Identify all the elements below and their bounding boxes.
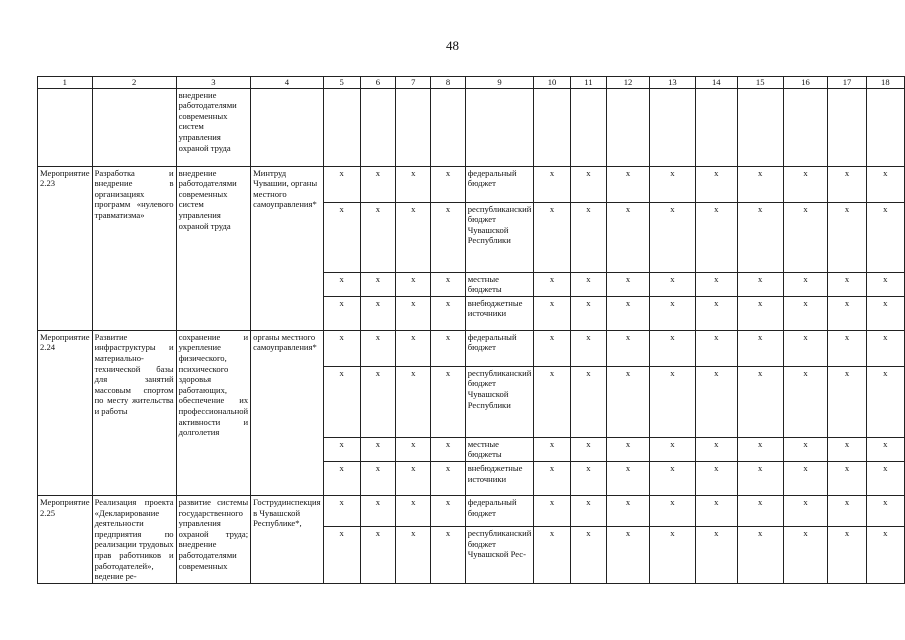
column-number-7: 7 — [396, 77, 431, 89]
mark-cell: x — [607, 526, 650, 583]
empty-cell — [866, 88, 904, 166]
empty-cell — [396, 88, 431, 166]
mark-cell: x — [866, 461, 904, 495]
column-number-17: 17 — [828, 77, 866, 89]
mark-cell: x — [650, 272, 696, 296]
mark-cell: x — [396, 202, 431, 272]
mark-cell: x — [607, 461, 650, 495]
mark-cell: x — [431, 495, 465, 526]
mark-cell: x — [737, 461, 783, 495]
mark-cell: x — [607, 272, 650, 296]
mark-cell: x — [650, 526, 696, 583]
mark-cell: x — [783, 296, 828, 330]
mark-cell: x — [534, 296, 570, 330]
mark-cell: x — [737, 437, 783, 461]
mark-cell: x — [866, 166, 904, 202]
mark-cell: x — [695, 461, 737, 495]
mark-cell: x — [737, 366, 783, 437]
column-number-9: 9 — [465, 77, 534, 89]
mark-cell: x — [534, 330, 570, 366]
measure-name: Разработка и внедрение в организациях программ «нулевого травматизма» — [92, 166, 176, 330]
column-number-5: 5 — [323, 77, 360, 89]
mark-cell: x — [737, 272, 783, 296]
empty-cell — [431, 88, 465, 166]
mark-cell: x — [431, 526, 465, 583]
mark-cell: x — [323, 526, 360, 583]
mark-cell: x — [695, 366, 737, 437]
mark-cell: x — [783, 526, 828, 583]
mark-cell: x — [360, 296, 395, 330]
empty-cell — [737, 88, 783, 166]
mark-cell: x — [431, 296, 465, 330]
column-number-18: 18 — [866, 77, 904, 89]
mark-cell: x — [360, 461, 395, 495]
mark-cell: x — [431, 437, 465, 461]
mark-cell: x — [783, 495, 828, 526]
mark-cell: x — [650, 461, 696, 495]
mark-cell: x — [360, 437, 395, 461]
mark-cell: x — [570, 330, 606, 366]
mark-cell: x — [323, 202, 360, 272]
mark-cell: x — [396, 526, 431, 583]
mark-cell: x — [360, 202, 395, 272]
mark-cell: x — [866, 366, 904, 437]
funding-source: местные бюджеты — [465, 272, 534, 296]
mark-cell: x — [396, 495, 431, 526]
column-number-8: 8 — [431, 77, 465, 89]
mark-cell: x — [360, 366, 395, 437]
column-number-4: 4 — [251, 77, 323, 89]
mark-cell: x — [570, 166, 606, 202]
mark-cell: x — [360, 330, 395, 366]
mark-cell: x — [323, 296, 360, 330]
mark-cell: x — [828, 495, 866, 526]
mark-cell: x — [570, 461, 606, 495]
mark-cell: x — [737, 330, 783, 366]
mark-cell: x — [570, 272, 606, 296]
funding-source: федеральный бюджет — [465, 495, 534, 526]
measure-source-row — [38, 166, 905, 202]
mark-cell: x — [783, 272, 828, 296]
mark-cell: x — [396, 461, 431, 495]
mark-cell: x — [360, 495, 395, 526]
mark-cell: x — [650, 437, 696, 461]
mark-cell: x — [828, 202, 866, 272]
mark-cell: x — [431, 272, 465, 296]
funding-source: внебюджетные источники — [465, 296, 534, 330]
measure-purpose: развитие системы государственного управления охраной труда; внедрение работодателями современных — [176, 495, 251, 583]
measure-executor: Гострудинспекция в Чувашской Республике*, — [251, 495, 323, 583]
empty-cell — [465, 88, 534, 166]
mark-cell: x — [607, 330, 650, 366]
mark-cell: x — [396, 330, 431, 366]
mark-cell: x — [570, 526, 606, 583]
mark-cell: x — [866, 495, 904, 526]
mark-cell: x — [828, 526, 866, 583]
funding-source: республиканский бюджет Чувашской Рес- — [465, 526, 534, 583]
mark-cell: x — [737, 296, 783, 330]
column-number-6: 6 — [360, 77, 395, 89]
mark-cell: x — [396, 366, 431, 437]
column-number-row — [38, 77, 905, 89]
column-number-10: 10 — [534, 77, 570, 89]
mark-cell: x — [323, 437, 360, 461]
measure-purpose: внедрение работодателями современных систем управления охраной труда — [176, 166, 251, 330]
mark-cell: x — [650, 202, 696, 272]
mark-cell: x — [534, 366, 570, 437]
mark-cell: x — [695, 166, 737, 202]
mark-cell: x — [783, 437, 828, 461]
funding-source: внебюджетные источники — [465, 461, 534, 495]
measure-id: Мероприятие 2.23 — [38, 166, 93, 330]
measure-purpose: сохранение и укрепление физического, психического здоровья работающих, обеспечение их профессиональной активности и долголетия — [176, 330, 251, 495]
mark-cell: x — [360, 272, 395, 296]
mark-cell: x — [431, 166, 465, 202]
column-number-14: 14 — [695, 77, 737, 89]
mark-cell: x — [570, 366, 606, 437]
measure-name: Развитие инфраструктуры и материально-технической базы для занятий массовым спортом по месту жительства и работы — [92, 330, 176, 495]
empty-cell — [38, 88, 93, 166]
mark-cell: x — [828, 366, 866, 437]
empty-cell — [360, 88, 395, 166]
mark-cell: x — [695, 495, 737, 526]
measure-executor: органы местного самоуправления* — [251, 330, 323, 495]
empty-cell — [534, 88, 570, 166]
mark-cell: x — [783, 166, 828, 202]
mark-cell: x — [866, 437, 904, 461]
mark-cell: x — [431, 461, 465, 495]
column-number-3: 3 — [176, 77, 251, 89]
continuation-purpose: внедрение работодателями современных систем управления охраной труда — [176, 88, 251, 166]
mark-cell: x — [866, 202, 904, 272]
mark-cell: x — [396, 437, 431, 461]
mark-cell: x — [866, 526, 904, 583]
measure-id: Мероприятие 2.24 — [38, 330, 93, 495]
mark-cell: x — [431, 202, 465, 272]
mark-cell: x — [323, 166, 360, 202]
mark-cell: x — [607, 495, 650, 526]
mark-cell: x — [570, 202, 606, 272]
mark-cell: x — [695, 202, 737, 272]
empty-cell — [251, 88, 323, 166]
column-number-12: 12 — [607, 77, 650, 89]
empty-cell — [607, 88, 650, 166]
measure-source-row — [38, 495, 905, 526]
mark-cell: x — [323, 461, 360, 495]
mark-cell: x — [431, 330, 465, 366]
funding-source: федеральный бюджет — [465, 166, 534, 202]
mark-cell: x — [737, 202, 783, 272]
mark-cell: x — [534, 495, 570, 526]
mark-cell: x — [695, 272, 737, 296]
measure-id: Мероприятие 2.25 — [38, 495, 93, 583]
mark-cell: x — [534, 272, 570, 296]
mark-cell: x — [650, 166, 696, 202]
empty-cell — [650, 88, 696, 166]
funding-source: федеральный бюджет — [465, 330, 534, 366]
mark-cell: x — [396, 296, 431, 330]
mark-cell: x — [783, 366, 828, 437]
mark-cell: x — [828, 330, 866, 366]
empty-cell — [570, 88, 606, 166]
mark-cell: x — [695, 296, 737, 330]
funding-source: местные бюджеты — [465, 437, 534, 461]
mark-cell: x — [828, 296, 866, 330]
mark-cell: x — [534, 526, 570, 583]
measure-source-row — [38, 330, 905, 366]
mark-cell: x — [650, 495, 696, 526]
mark-cell: x — [650, 366, 696, 437]
mark-cell: x — [783, 330, 828, 366]
mark-cell: x — [695, 526, 737, 583]
program-table — [37, 76, 905, 584]
mark-cell: x — [650, 296, 696, 330]
mark-cell: x — [607, 366, 650, 437]
mark-cell: x — [607, 437, 650, 461]
column-number-15: 15 — [737, 77, 783, 89]
mark-cell: x — [828, 437, 866, 461]
mark-cell: x — [570, 296, 606, 330]
empty-cell — [323, 88, 360, 166]
mark-cell: x — [783, 202, 828, 272]
funding-source: республиканский бюджет Чувашской Республики — [465, 202, 534, 272]
mark-cell: x — [534, 202, 570, 272]
mark-cell: x — [570, 495, 606, 526]
measure-name: Реализация проекта «Декларирование деятельности предприятия по реализации трудовых прав работников и работодателей», ведение ре- — [92, 495, 176, 583]
mark-cell: x — [650, 330, 696, 366]
mark-cell: x — [360, 166, 395, 202]
mark-cell: x — [396, 272, 431, 296]
column-number-13: 13 — [650, 77, 696, 89]
column-number-11: 11 — [570, 77, 606, 89]
mark-cell: x — [828, 166, 866, 202]
mark-cell: x — [396, 166, 431, 202]
mark-cell: x — [695, 437, 737, 461]
mark-cell: x — [607, 296, 650, 330]
column-number-2: 2 — [92, 77, 176, 89]
mark-cell: x — [607, 202, 650, 272]
mark-cell: x — [431, 366, 465, 437]
mark-cell: x — [570, 437, 606, 461]
column-number-16: 16 — [783, 77, 828, 89]
mark-cell: x — [737, 526, 783, 583]
empty-cell — [92, 88, 176, 166]
column-number-1: 1 — [38, 77, 93, 89]
mark-cell: x — [534, 461, 570, 495]
mark-cell: x — [737, 495, 783, 526]
mark-cell: x — [323, 330, 360, 366]
mark-cell: x — [607, 166, 650, 202]
mark-cell: x — [828, 461, 866, 495]
measure-executor: Минтруд Чувашии, органы местного самоуправления* — [251, 166, 323, 330]
mark-cell: x — [737, 166, 783, 202]
continuation-row — [38, 88, 905, 166]
mark-cell: x — [534, 166, 570, 202]
mark-cell: x — [360, 526, 395, 583]
mark-cell: x — [323, 495, 360, 526]
mark-cell: x — [866, 330, 904, 366]
funding-source: республиканский бюджет Чувашской Республики — [465, 366, 534, 437]
mark-cell: x — [323, 272, 360, 296]
empty-cell — [828, 88, 866, 166]
mark-cell: x — [828, 272, 866, 296]
mark-cell: x — [783, 461, 828, 495]
empty-cell — [695, 88, 737, 166]
mark-cell: x — [323, 366, 360, 437]
mark-cell: x — [695, 330, 737, 366]
mark-cell: x — [866, 272, 904, 296]
mark-cell: x — [534, 437, 570, 461]
page-number: 48 — [446, 38, 459, 53]
mark-cell: x — [866, 296, 904, 330]
empty-cell — [783, 88, 828, 166]
